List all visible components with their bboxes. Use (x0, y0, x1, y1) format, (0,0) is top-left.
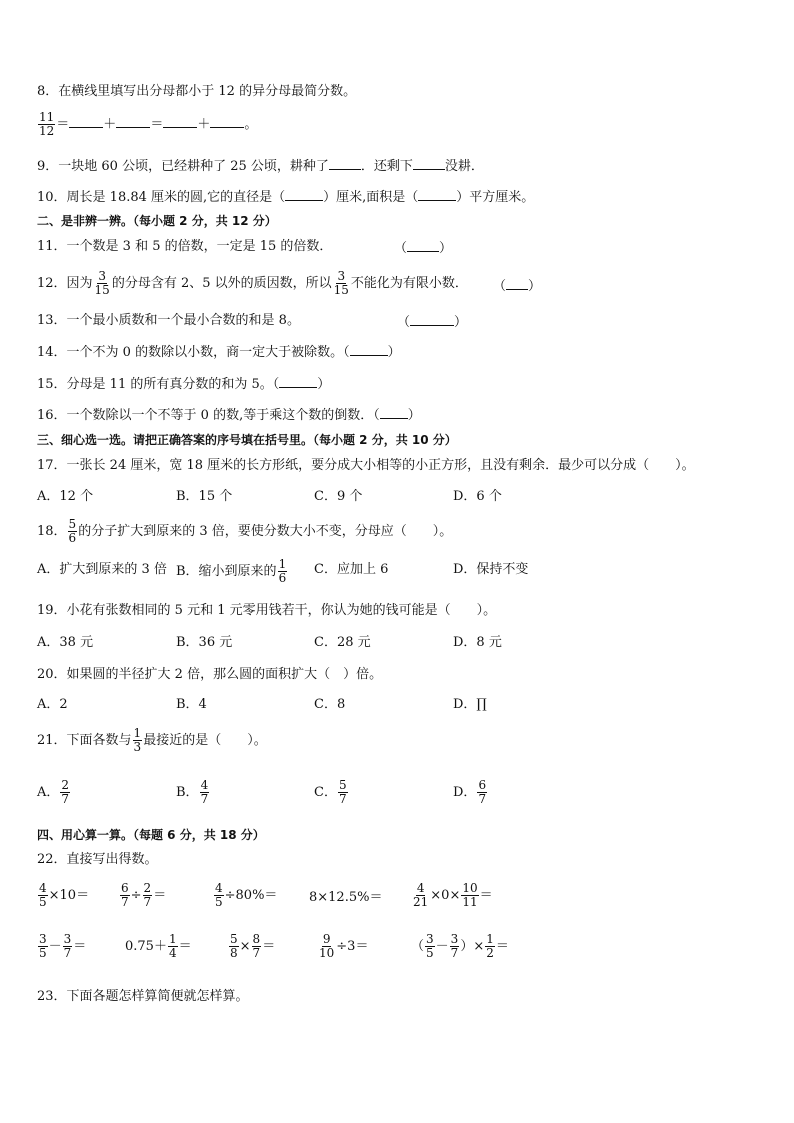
option-a[interactable]: A．扩大到原来的 3 倍 (37, 562, 167, 577)
fraction: $\frac{1}{3}$ (133, 726, 142, 754)
question-20: 20．如果圆的半径扩大 2 倍，那么圆的面积扩大（ ）倍。 (37, 667, 383, 682)
answer-blank[interactable] (380, 406, 408, 419)
answer-blank[interactable] (329, 157, 361, 170)
calc-expression: $\frac{4}{21}$ ×0× $\frac{10}{11}$ ＝ (413, 881, 493, 909)
question-8-text: 8．在横线里填写出分母都小于 12 的异分母最简分数。 (37, 84, 357, 99)
calc-expression: $\frac{3}{5}$ － $\frac{3}{7}$ ＝ (39, 932, 87, 960)
question-8 (37, 84, 356, 100)
question-23: 23．下面各题怎样算简便就怎样算。 (37, 989, 249, 1004)
answer-paren[interactable]: （ ） (397, 315, 468, 330)
answer-blank[interactable] (413, 157, 445, 170)
option-a[interactable]: A． $\frac{2}{7}$ (37, 778, 70, 806)
fraction: $\frac{11}{12}$ (39, 110, 55, 138)
option-b[interactable]: B．缩小到原来的 $\frac{1}{6}$ (176, 557, 287, 585)
option-b[interactable]: B．15 个 (176, 489, 233, 504)
answer-paren[interactable]: （ ） (394, 241, 453, 256)
option-d[interactable]: D．∏ (453, 697, 487, 712)
question-10: 10．周长是 18.84 厘米的圆,它的直径是（ ）厘米,面积是（ ）平方厘米。 (37, 190, 535, 205)
question-16: 16．一个数除以一个不等于 0 的数,等于乘这个数的倒数．（ ） (37, 408, 421, 423)
calc-expression: 8×12.5%＝ (309, 890, 383, 905)
answer-blank[interactable] (350, 343, 388, 356)
option-c[interactable]: C． $\frac{5}{7}$ (314, 778, 347, 806)
question-12: 12．因为 $\frac{3}{15}$ 的分母含有 2、5 以外的质因数，所以 $\frac{3}{15}$ 不能化为有限小数． (37, 269, 468, 297)
answer-paren[interactable]: （ ） (493, 279, 542, 294)
question-19: 19．小花有张数相同的 5 元和 1 元零用钱若干，你认为她的钱可能是（ ）。 (37, 603, 497, 618)
answer-blank[interactable] (116, 115, 150, 128)
calc-expression: （ $\frac{3}{5}$ － $\frac{3}{7}$ ）× $\frac{1}{2}$ ＝ (411, 932, 509, 960)
calc-expression: $\frac{9}{10}$ ÷3＝ (319, 932, 369, 960)
question-11: 11．一个数是 3 和 5 的倍数，一定是 15 的倍数． (37, 239, 333, 254)
option-c[interactable]: C．8 (314, 697, 346, 712)
calc-expression: $\frac{4}{5}$ ×10＝ (39, 881, 90, 909)
option-a[interactable]: A．12 个 (37, 489, 94, 504)
option-b[interactable]: B．36 元 (176, 635, 233, 650)
option-d[interactable]: D．6 个 (453, 489, 502, 504)
section-3-heading: 三、细心选一选。请把正确答案的序号填在括号里。（每小题 2 分，共 10 分） (37, 433, 457, 447)
option-a[interactable]: A．38 元 (37, 635, 94, 650)
question-22: 22．直接写出得数。 (37, 852, 158, 867)
question-17: 17．一张长 24 厘米，宽 18 厘米的长方形纸，要分成大小相等的小正方形，且没有剩余．最少可以分成（ ）。 (37, 458, 695, 473)
option-b[interactable]: B．4 (176, 697, 207, 712)
option-b[interactable]: B． $\frac{4}{7}$ (176, 778, 209, 806)
question-9: 9．一块地 60 公顷，已经耕种了 25 公顷，耕种了 ．还剩下 没耕． (37, 159, 484, 174)
answer-blank[interactable] (279, 375, 317, 388)
answer-blank[interactable] (285, 188, 323, 201)
option-c[interactable]: C．9 个 (314, 489, 363, 504)
calc-expression: $\frac{5}{8}$ × $\frac{8}{7}$ ＝ (230, 932, 276, 960)
option-d[interactable]: D．8 元 (453, 635, 502, 650)
fraction: $\frac{3}{15}$ (333, 269, 349, 297)
calc-expression: $\frac{4}{5}$ ÷80%＝ (215, 881, 278, 909)
answer-blank[interactable] (210, 115, 244, 128)
option-c[interactable]: C．应加上 6 (314, 562, 389, 577)
fraction: $\frac{3}{15}$ (94, 269, 110, 297)
option-d[interactable]: D．保持不变 (453, 562, 529, 577)
answer-blank[interactable] (69, 115, 103, 128)
option-d[interactable]: D． $\frac{6}{7}$ (453, 778, 487, 806)
question-18: 18． $\frac{5}{6}$ 的分子扩大到原来的 3 倍，要使分数大小不变，分母应（ ）。 (37, 517, 453, 545)
calc-expression: 0.75＋ $\frac{1}{4}$ ＝ (125, 932, 192, 960)
fraction: $\frac{5}{6}$ (68, 517, 77, 545)
question-15: 15．分母是 11 的所有真分数的和为 5。（ ） (37, 377, 331, 392)
section-2-heading: 二、是非辨一辨。（每小题 2 分，共 12 分） (37, 214, 277, 228)
question-8-equation: $\frac{11}{12}$ ＝ ＋ ＝ ＋ 。 (39, 110, 258, 138)
question-21: 21．下面各数与 $\frac{1}{3}$ 最接近的是（ ）。 (37, 726, 267, 754)
question-14: 14．一个不为 0 的数除以小数，商一定大于被除数。（ ） (37, 345, 401, 360)
fraction: $\frac{1}{6}$ (278, 557, 287, 585)
answer-blank[interactable] (418, 188, 456, 201)
section-4-heading: 四、用心算一算。（每题 6 分，共 18 分） (37, 828, 265, 842)
question-13: 13．一个最小质数和一个最小合数的和是 8。 (37, 313, 300, 328)
option-a[interactable]: A．2 (37, 697, 68, 712)
answer-blank[interactable] (163, 115, 197, 128)
option-c[interactable]: C．28 元 (314, 635, 371, 650)
calc-expression: $\frac{6}{7}$ ÷ $\frac{2}{7}$ ＝ (121, 881, 167, 909)
